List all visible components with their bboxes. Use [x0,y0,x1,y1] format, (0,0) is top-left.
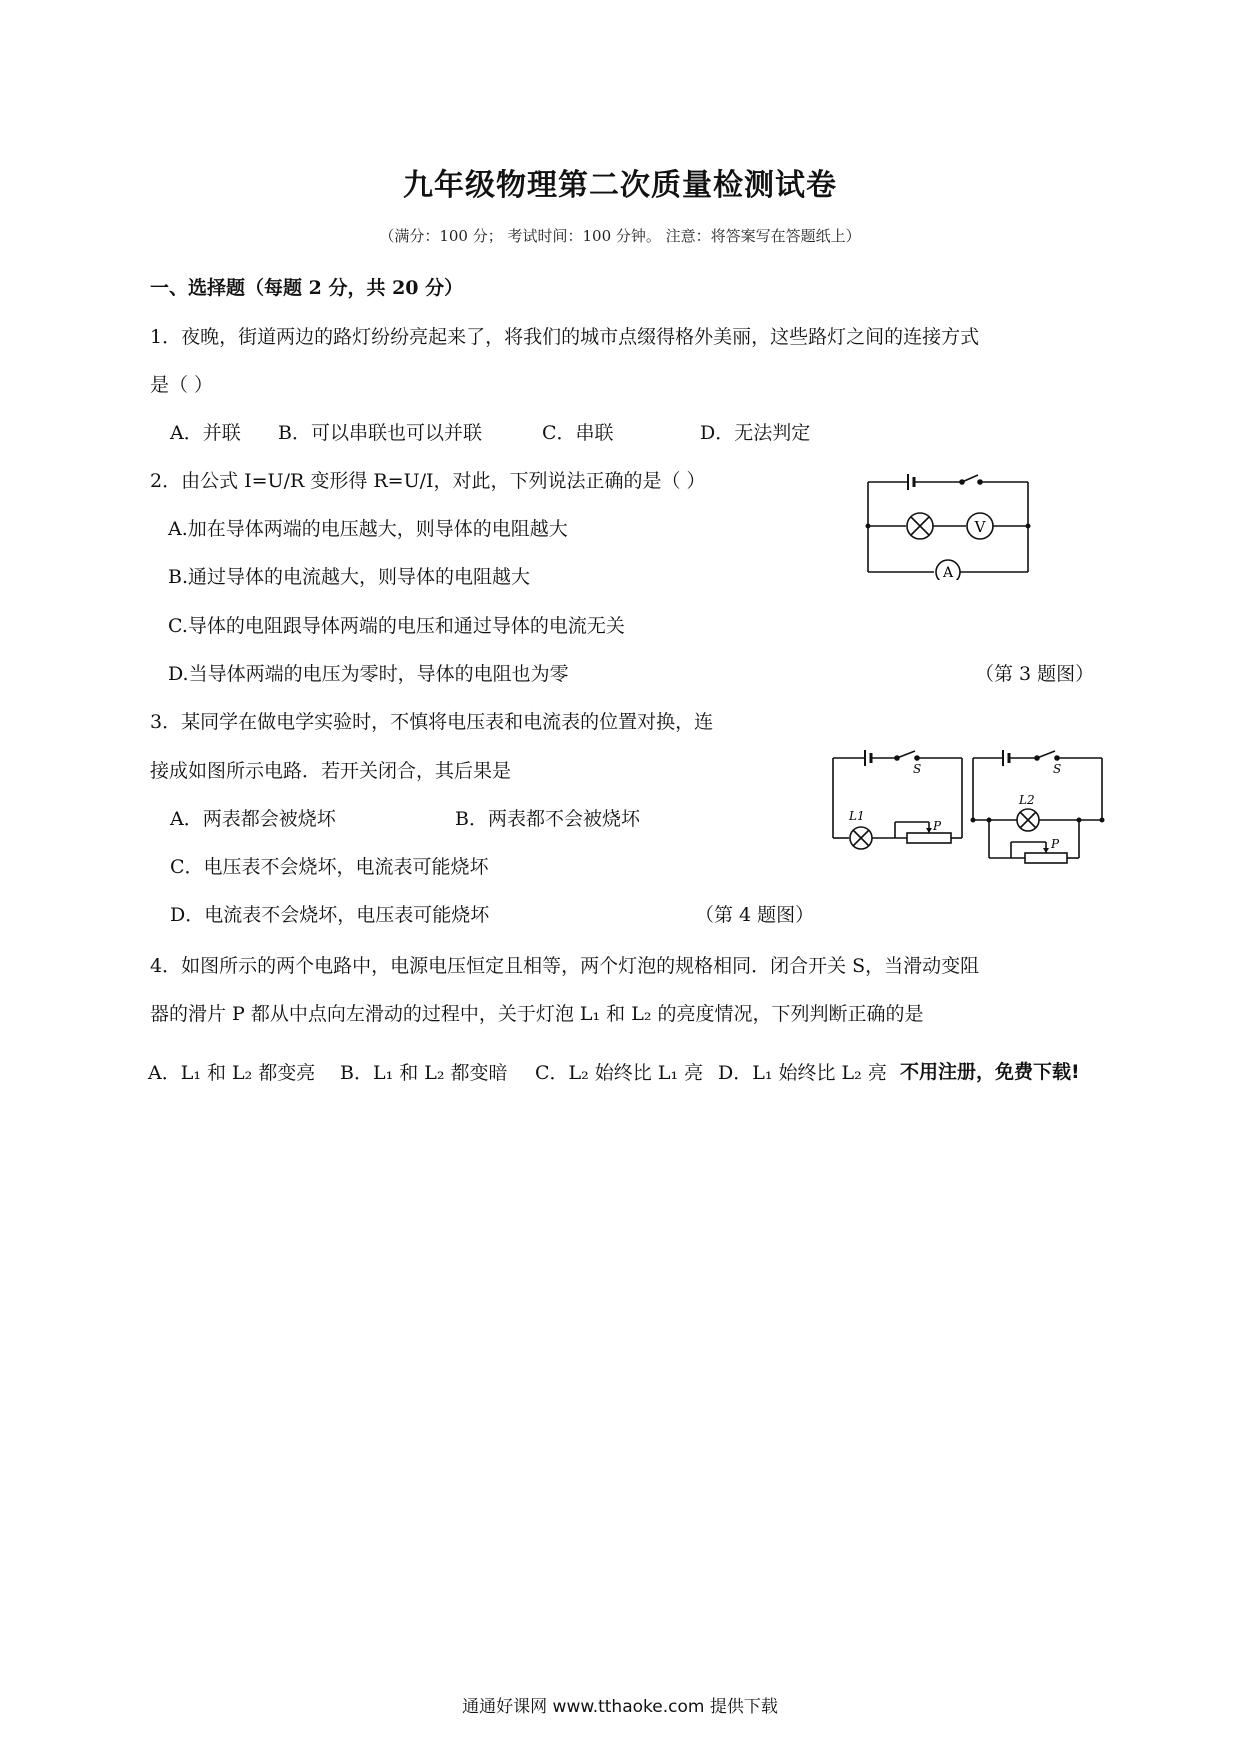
q1-stem-line2: 是（ ） [150,374,214,396]
page-title: 九年级物理第二次质量检测试卷 [403,168,837,203]
circuit-diagram-q3 [860,470,1040,580]
switch-label-left: S [913,762,922,776]
q3-option-d: D．电流表不会烧坏，电压表可能烧坏 [170,904,490,926]
q3-option-b: B．两表都不会被烧坏 [455,808,640,830]
promo-text: 不用注册，免费下载! [900,1061,1080,1083]
q1-stem-line1: 1．夜晚，街道两边的路灯纷纷亮起来了，将我们的城市点缀得格外美丽，这些路灯之间的连接方式 [150,326,980,348]
ammeter-symbol: A [942,565,954,580]
circuit-diagrams-q4 [825,748,1110,872]
q2-option-d: D.当导体两端的电压为零时，导体的电阻也为零 [168,663,569,685]
q4-option-b: B．L₁ 和 L₂ 都变暗 [340,1062,508,1084]
lamp-label-l1: L1 [849,809,865,823]
q2-option-a: A.加在导体两端的电压越大，则导体的电阻越大 [168,518,568,540]
q3-stem-line2: 接成如图所示电路．若开关闭合，其后果是 [150,760,512,782]
q3-option-c: C．电压表不会烧坏，电流表可能烧坏 [170,856,489,878]
voltmeter-symbol: V [974,518,986,536]
footer-text: 通通好课网 www.tthaoke.com 提供下载 [462,1697,778,1717]
q2-option-c: C.导体的电阻跟导体两端的电压和通过导体的电流无关 [168,615,625,637]
slider-label-left: P [933,819,942,833]
q4-figure-caption: （第 4 题图） [695,904,815,926]
q3-stem-line1: 3．某同学在做电学实验时，不慎将电压表和电流表的位置对换，连 [150,711,714,733]
switch-label-right: S [1053,762,1062,776]
q4-option-d: D．L₁ 始终比 L₂ 亮 [718,1062,887,1084]
q4-stem-line2: 器的滑片 P 都从中点向左滑动的过程中，关于灯泡 L₁ 和 L₂ 的亮度情况，下列判断正确的是 [150,1003,924,1025]
slider-label-right: P [1051,837,1060,851]
q2-option-b: B.通过导体的电流越大，则导体的电阻越大 [168,566,531,588]
lamp-label-l2: L2 [1019,793,1035,807]
q1-option-a: A．并联 [170,422,241,444]
q4-option-a: A．L₁ 和 L₂ 都变亮 [148,1062,316,1084]
q1-option-b: B．可以串联也可以并联 [278,422,482,444]
q4-option-c: C．L₂ 始终比 L₁ 亮 [535,1062,704,1084]
q1-option-c: C．串联 [542,422,614,444]
exam-info: （满分：100 分； 考试时间：100 分钟。 注意：将答案写在答题纸上） [379,227,861,245]
section-heading: 一、选择题（每题 2 分，共 20 分） [150,277,464,299]
q3-figure-caption: （第 3 题图） [975,663,1095,685]
q4-stem-line1: 4．如图所示的两个电路中，电源电压恒定且相等，两个灯泡的规格相同．闭合开关 S，当滑动变阻 [150,955,980,977]
q2-stem: 2．由公式 I=U/R 变形得 R=U/I，对此，下列说法正确的是（ ） [150,470,706,492]
q1-option-d: D．无法判定 [700,422,811,444]
q3-option-a: A．两表都会被烧坏 [170,808,336,830]
